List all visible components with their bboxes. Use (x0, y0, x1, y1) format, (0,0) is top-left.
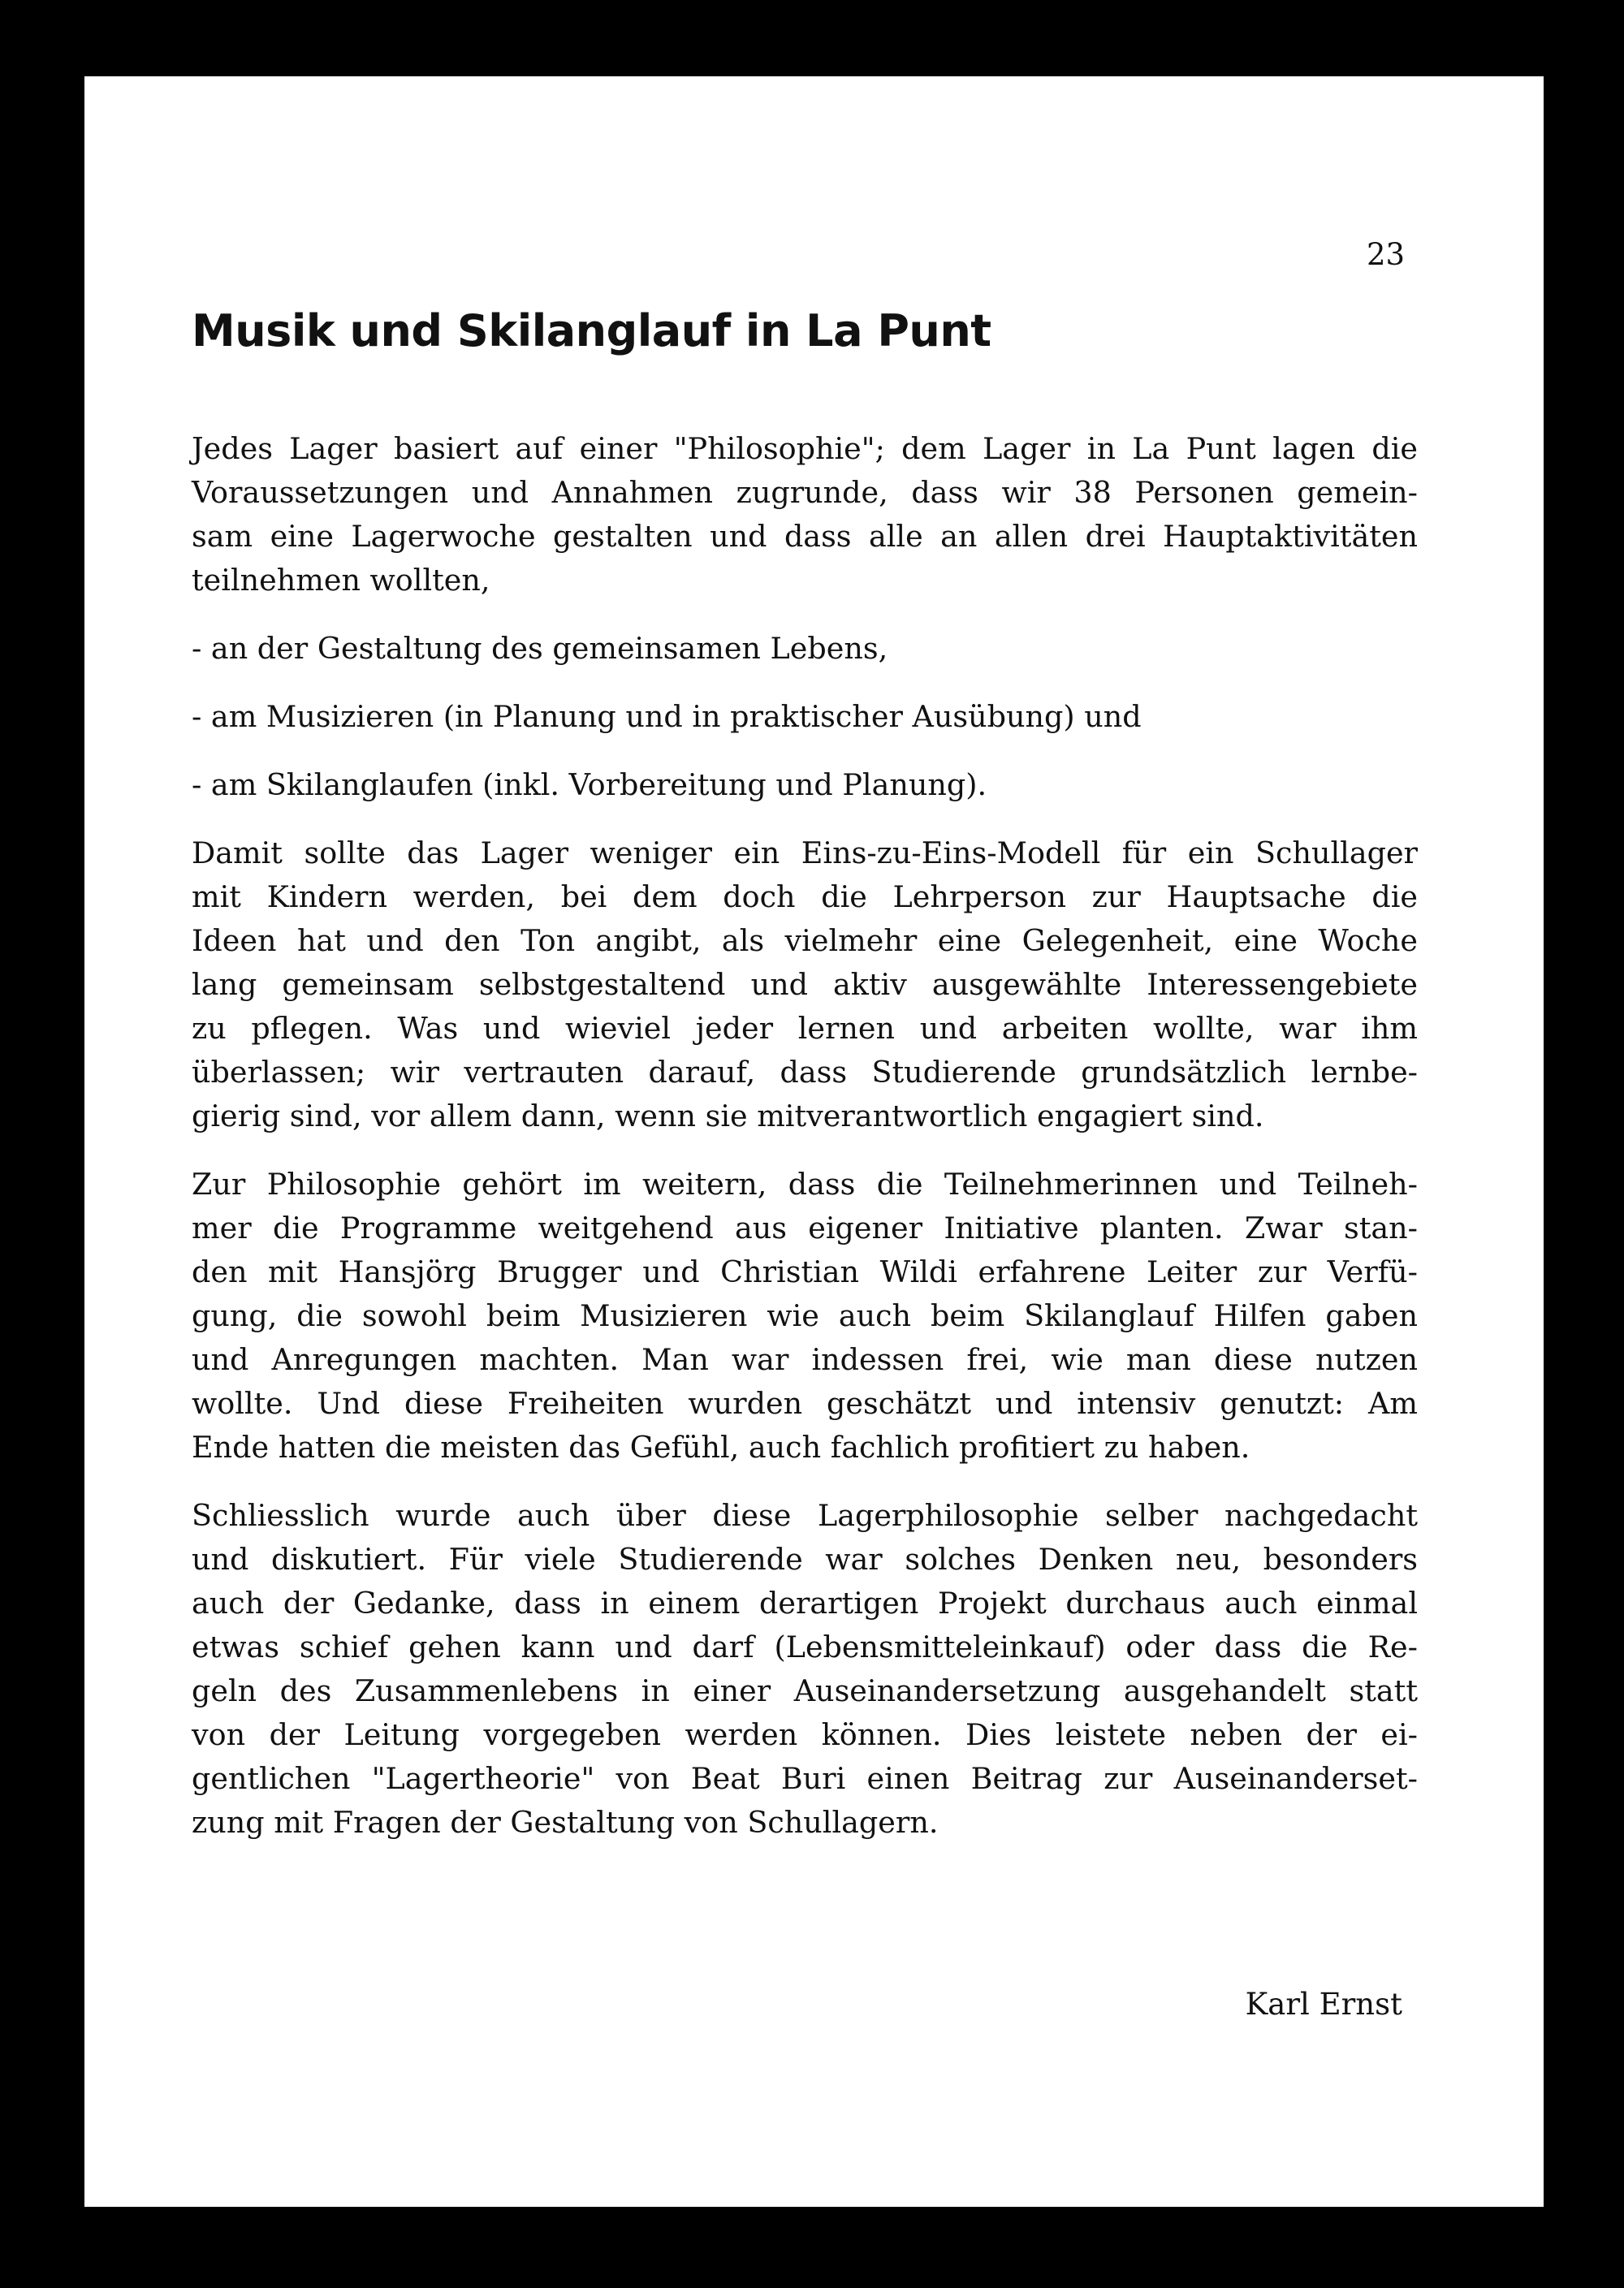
text-line: lang gemeinsam selbstgestaltend und aktiv ausgewählte Interessengebiete (192, 967, 1418, 1002)
paragraph-intro (192, 427, 1418, 602)
document-page (84, 76, 1544, 2207)
text-line: auch der Gedanke, dass in einem derartigen Projekt durchaus auch einmal (192, 1586, 1418, 1621)
text-line: Zur Philosophie gehört im weitern, dass die Teilnehmerinnen und Teilneh- (192, 1167, 1418, 1202)
paragraph-conclusion (192, 1494, 1418, 1845)
bullet-item: - am Musizieren (in Planung und in praktischer Ausübung) und (192, 699, 1142, 734)
text-line: gentlichen "Lagertheorie" von Beat Buri einen Beitrag zur Auseinanderset- (192, 1761, 1418, 1796)
text-line: sam eine Lagerwoche gestalten und dass alle an allen drei Hauptaktivitäten (192, 519, 1418, 554)
text-line: teilnehmen wollten, (192, 563, 490, 598)
author-signature: Karl Ernst (1245, 1987, 1402, 2022)
text-line: Schliesslich wurde auch über diese Lagerphilosophie selber nachgedacht (192, 1498, 1418, 1533)
text-line: wollte. Und diese Freiheiten wurden geschätzt und intensiv genutzt: Am (192, 1386, 1418, 1421)
text-line: überlassen; wir vertrauten darauf, dass Studierende grundsätzlich lernbe- (192, 1055, 1418, 1090)
text-line: Damit sollte das Lager weniger ein Eins-zu-Eins-Modell für ein Schullager (192, 835, 1418, 870)
text-line: Voraussetzungen und Annahmen zugrunde, dass wir 38 Personen gemein- (192, 475, 1418, 510)
article-title: Musik und Skilanglauf in La Punt (192, 305, 991, 356)
paragraph-philosophy (192, 1163, 1418, 1470)
text-line: gung, die sowohl beim Musizieren wie auch beim Skilanglauf Hilfen gaben (192, 1298, 1418, 1333)
text-line: Jedes Lager basiert auf einer "Philosophie"; dem Lager in La Punt lagen die (192, 431, 1418, 466)
page-number: 23 (1367, 237, 1406, 272)
text-line: gierig sind, vor allem dann, wenn sie mitverantwortlich engagiert sind. (192, 1099, 1264, 1133)
text-line: den mit Hansjörg Brugger und Christian Wildi erfahrene Leiter zur Verfü- (192, 1254, 1418, 1289)
text-line: und Anregungen machten. Man war indessen frei, wie man diese nutzen (192, 1342, 1418, 1377)
text-line: etwas schief gehen kann und darf (Lebensmitteleinkauf) oder dass die Re- (192, 1630, 1418, 1664)
text-line: und diskutiert. Für viele Studierende war solches Denken neu, besonders (192, 1542, 1418, 1577)
text-line: geln des Zusammenlebens in einer Auseinandersetzung ausgehandelt statt (192, 1673, 1418, 1708)
text-line: zu pflegen. Was und wieviel jeder lernen und arbeiten wollte, war ihm (192, 1011, 1418, 1046)
paragraph-purpose (192, 831, 1418, 1138)
text-line: Ende hatten die meisten das Gefühl, auch fachlich profitiert zu haben. (192, 1430, 1250, 1465)
text-line: mer die Programme weitgehend aus eigener Initiative planten. Zwar stan- (192, 1211, 1418, 1245)
article-body (192, 427, 1418, 1869)
text-line: zung mit Fragen der Gestaltung von Schullagern. (192, 1805, 939, 1840)
text-line: Ideen hat und den Ton angibt, als vielmehr eine Gelegenheit, eine Woche (192, 923, 1418, 958)
text-line: von der Leitung vorgegeben werden können. Dies leistete neben der ei- (192, 1717, 1418, 1752)
text-line: mit Kindern werden, bei dem doch die Lehrperson zur Hauptsache die (192, 879, 1418, 914)
bullet-item: - am Skilanglaufen (inkl. Vorbereitung und Planung). (192, 767, 987, 802)
bullet-item: - an der Gestaltung des gemeinsamen Lebens, (192, 631, 888, 666)
